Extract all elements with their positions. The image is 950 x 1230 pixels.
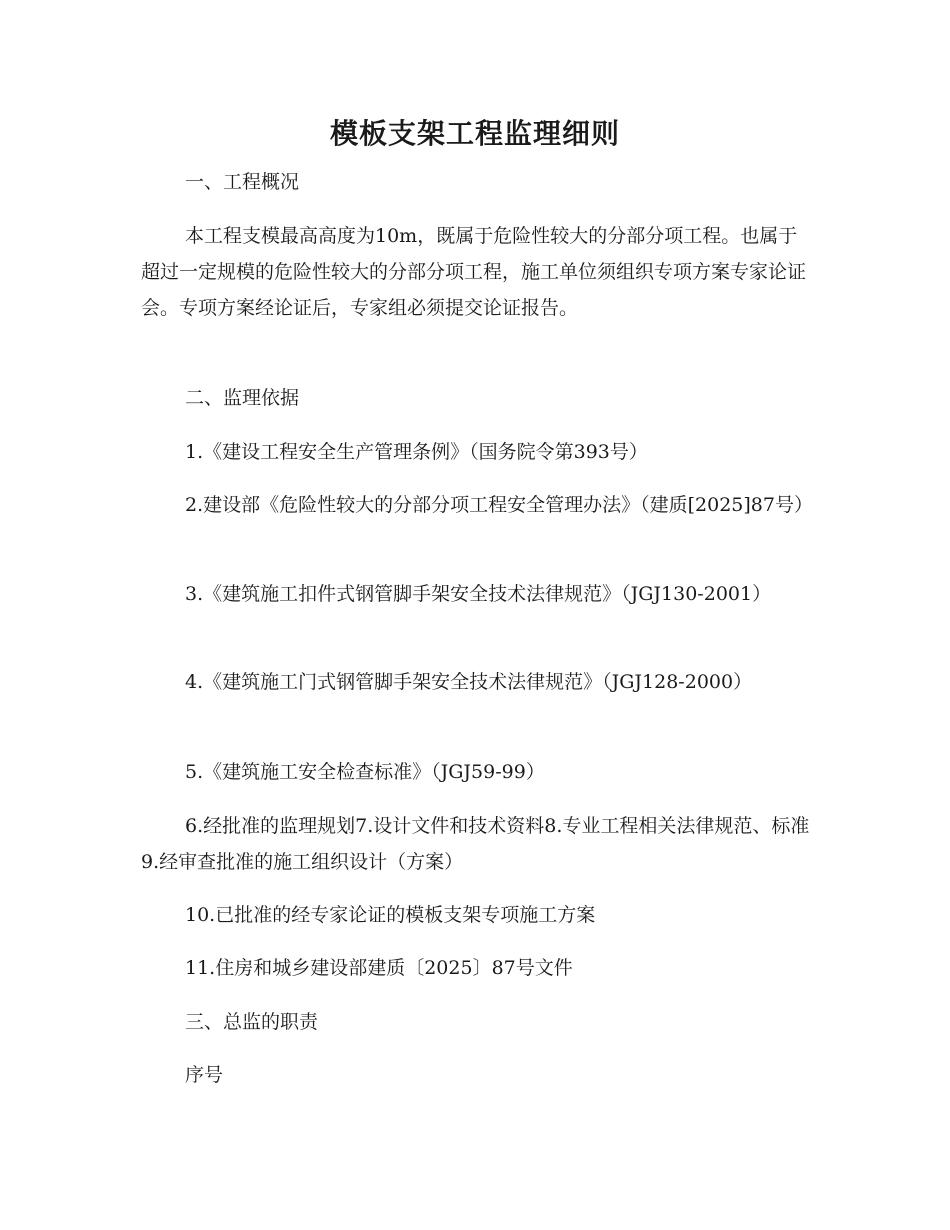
section-heading-overview: 一、工程概况 [185, 171, 300, 193]
table-header-serial-number: 序号 [185, 1064, 224, 1086]
document-title: 模板支架工程监理细则 [329, 117, 620, 150]
section-heading-chief-duties: 三、总监的职责 [185, 1011, 319, 1033]
section-heading-basis: 二、监理依据 [185, 387, 300, 409]
basis-item-10: 10.已批准的经专家论证的模板支架专项施工方案 [185, 904, 596, 926]
overview-paragraph: 本工程支模最高高度为10m，既属于危险性较大的分部分项工程。也属于超过一定规模的危险性较大的分部分项工程，施工单位须组织专项方案专家论证会。专项方案经论证后，专家组必须提交论证报告。 [141, 225, 807, 319]
basis-item-5: 5.《建筑施工安全检查标准》（JGJ59-99） [185, 761, 545, 783]
basis-item-11: 11.住房和城乡建设部建质〔2025〕87号文件 [185, 957, 573, 979]
basis-item-2: 2.建设部《危险性较大的分部分项工程安全管理办法》（建质[2025]87号） [185, 494, 813, 516]
basis-item-4: 4.《建筑施工门式钢管脚手架安全技术法律规范》（JGJ128-2000） [185, 671, 753, 693]
basis-item-6-9: 6.经批准的监理规划7.设计文件和技术资料8.专业工程相关法律规范、标准9.经审查批准的施工组织设计（方案） [141, 815, 810, 873]
basis-item-1: 1.《建设工程安全生产管理条例》（国务院令第393号） [185, 441, 648, 463]
basis-item-3: 3.《建筑施工扣件式钢管脚手架安全技术法律规范》（JGJ130-2001） [185, 583, 772, 605]
